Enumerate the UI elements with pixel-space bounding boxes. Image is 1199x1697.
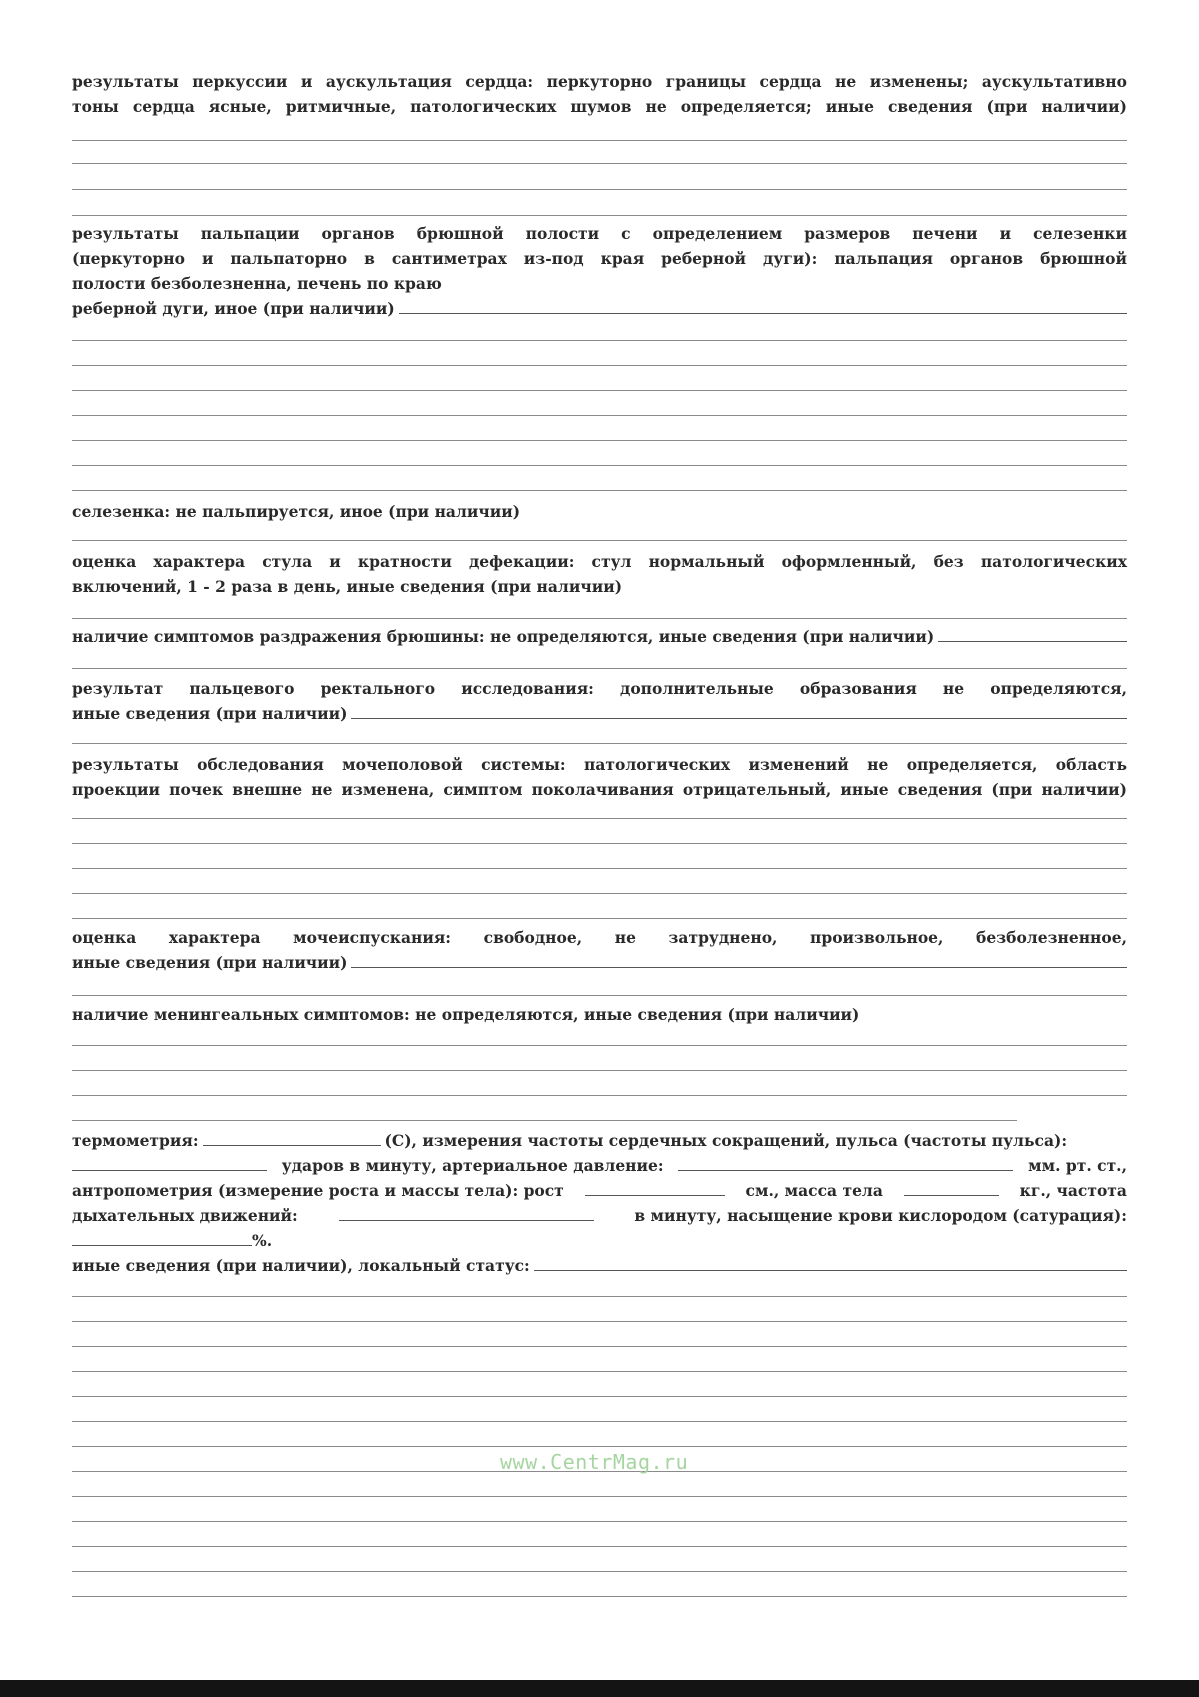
heart-line-2: тоны сердца ясные, ритмичные, патологических шумов не определяется; иные сведения (при наличии) bbox=[72, 97, 1127, 116]
local-label: иные сведения (при наличии), локальный статус: bbox=[72, 1256, 530, 1275]
height-unit: см., масса тела bbox=[745, 1181, 883, 1200]
blank-line[interactable] bbox=[72, 843, 1127, 844]
blank-line[interactable] bbox=[72, 465, 1127, 466]
blank-line[interactable] bbox=[72, 995, 1127, 996]
watermark: www.CentrMag.ru bbox=[500, 1450, 689, 1474]
blank-line[interactable] bbox=[72, 189, 1127, 190]
blank-line[interactable] bbox=[72, 1120, 1017, 1121]
blood-pressure-input[interactable] bbox=[678, 1156, 1013, 1171]
blank-line[interactable] bbox=[72, 390, 1127, 391]
sat-unit: %. bbox=[252, 1231, 273, 1250]
weight-input[interactable] bbox=[904, 1181, 999, 1196]
local-status-input[interactable] bbox=[534, 1256, 1127, 1271]
abdomen-label: реберной дуги, иное (при наличии) bbox=[72, 299, 395, 318]
urogenital-line-2: проекции почек внешне не изменена, симптом поколачивания отрицательный, иные сведения (при наличии) bbox=[72, 780, 1127, 799]
abdomen-input[interactable] bbox=[399, 299, 1127, 314]
blank-line[interactable] bbox=[72, 1070, 1127, 1071]
temperature-input[interactable] bbox=[203, 1131, 381, 1146]
urogenital-line-1: результаты обследования мочеполовой системы: патологических изменений не определяется, область bbox=[72, 755, 1127, 774]
peritoneum-input[interactable] bbox=[938, 627, 1127, 642]
rectal-label: иные сведения (при наличии) bbox=[72, 704, 348, 723]
abdomen-line-1: результаты пальпации органов брюшной полости с определением размеров печени и селезенки bbox=[72, 224, 1127, 243]
vitals-line-2 bbox=[72, 1153, 1127, 1178]
blank-line[interactable] bbox=[72, 893, 1127, 894]
urination-line-1: оценка характера мочеиспускания: свободное, не затруднено, произвольное, безболезненное, bbox=[72, 928, 1127, 947]
vitals-line-1 bbox=[72, 1128, 1127, 1153]
blank-line[interactable] bbox=[72, 743, 1127, 744]
blank-line[interactable] bbox=[72, 415, 1127, 416]
blank-line[interactable] bbox=[72, 1421, 1127, 1422]
meningeal-line-1: наличие менингеальных симптомов: не определяются, иные сведения (при наличии) bbox=[72, 1005, 860, 1024]
height-input[interactable] bbox=[585, 1181, 725, 1196]
urination-label: иные сведения (при наличии) bbox=[72, 953, 348, 972]
respiration-input[interactable] bbox=[339, 1206, 594, 1221]
blank-line[interactable] bbox=[72, 1496, 1127, 1497]
blank-line[interactable] bbox=[72, 163, 1127, 164]
rectal-line-1: результат пальцевого ректального исследования: дополнительные образования не определяются, bbox=[72, 679, 1127, 698]
peritoneum-line-1 bbox=[72, 624, 1127, 649]
spleen-line-1: селезенка: не пальпируется, иное (при наличии) bbox=[72, 502, 521, 521]
blank-line[interactable] bbox=[72, 1321, 1127, 1322]
bp-unit: мм. рт. ст., bbox=[1028, 1156, 1127, 1175]
blank-line[interactable] bbox=[72, 540, 1127, 541]
blank-line[interactable] bbox=[72, 618, 1127, 619]
vitals-line-5 bbox=[72, 1228, 1127, 1253]
blank-line[interactable] bbox=[72, 1396, 1127, 1397]
blank-line[interactable] bbox=[72, 1095, 1127, 1096]
heart-line-1: результаты перкуссии и аускультация сердца: перкуторно границы сердца не изменены; аускультативно bbox=[72, 72, 1127, 91]
vitals-line-3 bbox=[72, 1178, 1127, 1203]
blank-line[interactable] bbox=[72, 1571, 1127, 1572]
blank-line[interactable] bbox=[72, 818, 1127, 819]
rectal-input[interactable] bbox=[351, 704, 1127, 719]
pulse-input[interactable] bbox=[72, 1156, 267, 1171]
blank-line[interactable] bbox=[72, 668, 1127, 669]
saturation-input[interactable] bbox=[72, 1231, 252, 1246]
abdomen-line-4 bbox=[72, 296, 1127, 321]
blank-line[interactable] bbox=[72, 340, 1127, 341]
blank-line[interactable] bbox=[72, 1371, 1127, 1372]
blank-line[interactable] bbox=[72, 1596, 1127, 1597]
blank-line[interactable] bbox=[72, 1446, 1127, 1447]
urination-line-2 bbox=[72, 950, 1127, 975]
blank-line[interactable] bbox=[72, 918, 1127, 919]
blank-line[interactable] bbox=[72, 1521, 1127, 1522]
vitals-line-4 bbox=[72, 1203, 1127, 1228]
blank-line[interactable] bbox=[72, 490, 1127, 491]
blank-line[interactable] bbox=[72, 365, 1127, 366]
weight-unit: кг., частота bbox=[1019, 1181, 1127, 1200]
urination-input[interactable] bbox=[351, 953, 1127, 968]
blank-line[interactable] bbox=[72, 440, 1127, 441]
rectal-line-2 bbox=[72, 701, 1127, 726]
blank-line[interactable] bbox=[72, 215, 1127, 216]
vitals-line-6 bbox=[72, 1253, 1127, 1278]
blank-line[interactable] bbox=[72, 1346, 1127, 1347]
thermo-label: термометрия: bbox=[72, 1131, 199, 1150]
abdomen-line-2: (перкуторно и пальпаторно в сантиметрах из-под края реберной дуги): пальпация органов брюшной bbox=[72, 249, 1127, 268]
resp-label: дыхательных движений: bbox=[72, 1206, 298, 1225]
blank-line[interactable] bbox=[72, 140, 1127, 141]
bottom-band bbox=[0, 1680, 1199, 1697]
blank-line[interactable] bbox=[72, 1546, 1127, 1547]
blank-line[interactable] bbox=[72, 1045, 1127, 1046]
blank-line[interactable] bbox=[72, 1296, 1127, 1297]
thermo-unit: (С), измерения частоты сердечных сокращений, пульса (частоты пульса): bbox=[384, 1131, 1068, 1150]
abdomen-line-3: полости безболезненна, печень по краю bbox=[72, 274, 442, 293]
stool-line-2: включений, 1 - 2 раза в день, иные сведения (при наличии) bbox=[72, 577, 623, 596]
stool-line-1: оценка характера стула и кратности дефекации: стул нормальный оформленный, без патологических bbox=[72, 552, 1127, 571]
resp-unit: в минуту, насыщение крови кислородом (сатурация): bbox=[634, 1206, 1127, 1225]
anthro-label: антропометрия (измерение роста и массы тела): рост bbox=[72, 1181, 564, 1200]
peritoneum-label: наличие симптомов раздражения брюшины: не определяются, иные сведения (при наличии) bbox=[72, 627, 935, 646]
blank-line[interactable] bbox=[72, 868, 1127, 869]
pulse-unit: ударов в минуту, артериальное давление: bbox=[281, 1156, 664, 1175]
